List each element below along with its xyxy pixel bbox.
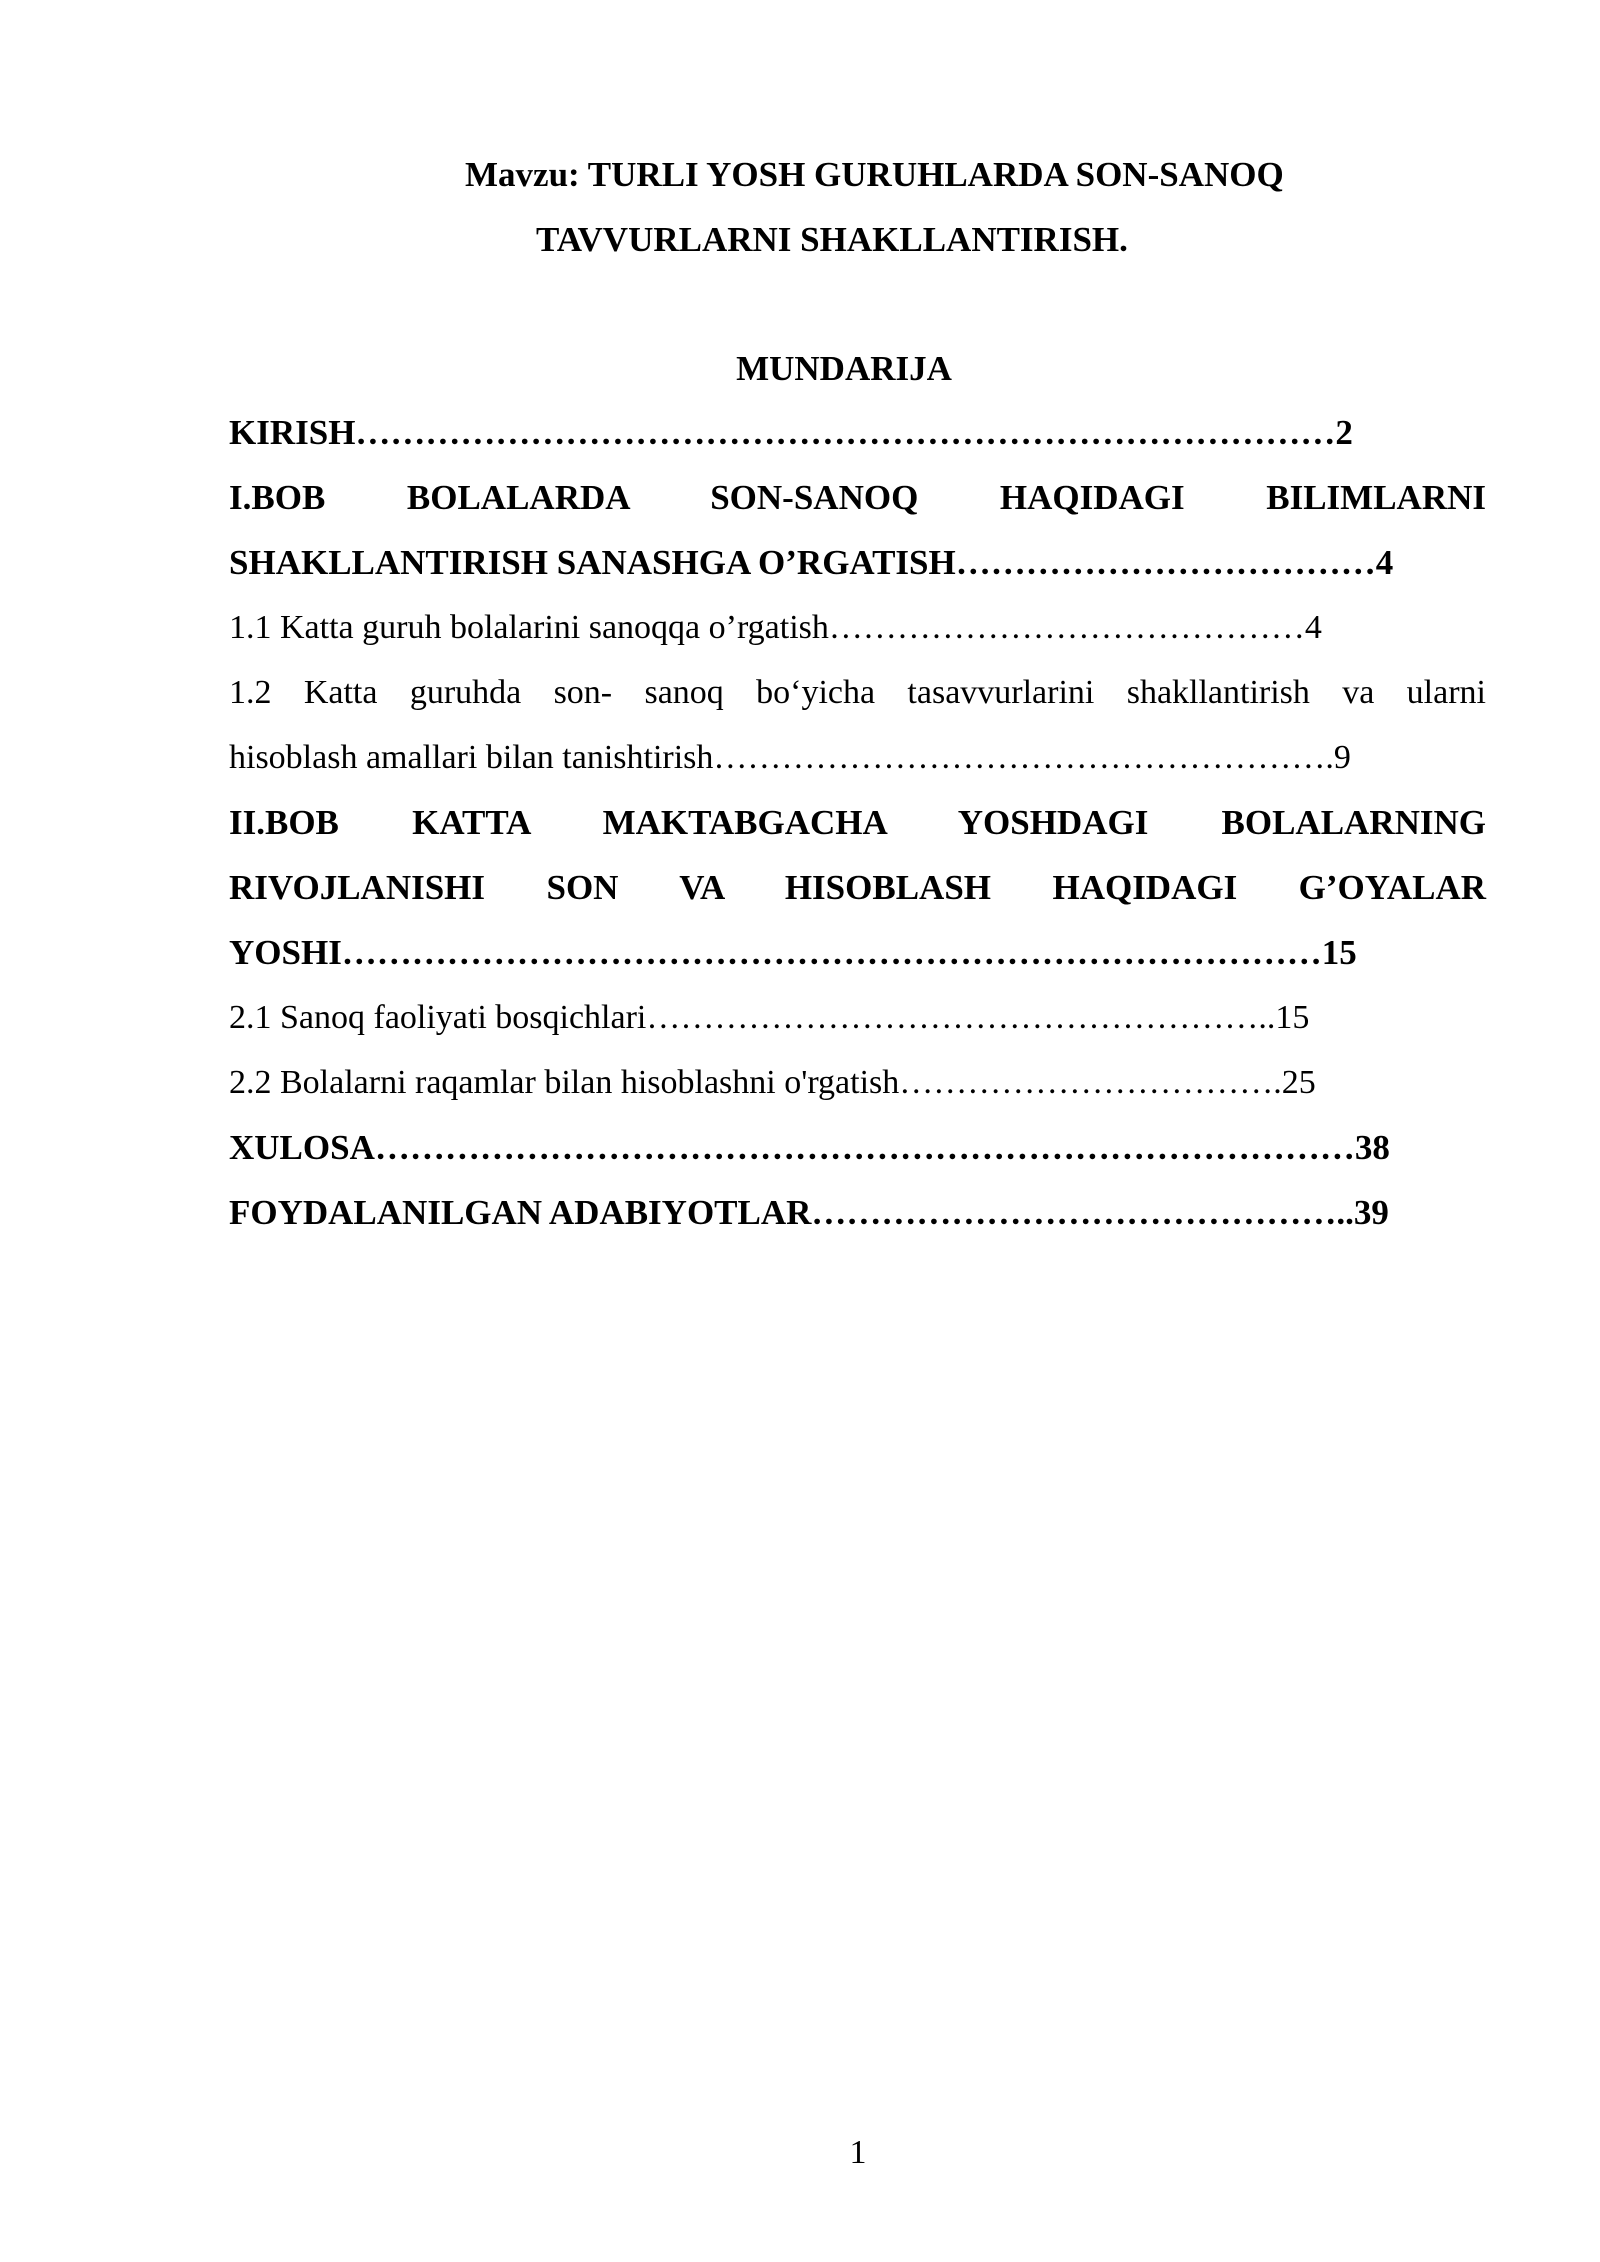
toc-entry-chapter-1-line-2: SHAKLLANTIRISH SANASHGA O’RGATISH………………………………4 (229, 543, 1394, 582)
toc-entry-chapter-2-line-3: YOSHI…………………………………………………………………………15 (229, 933, 1357, 972)
toc-entry-chapter-2-line-1: II.BOB KATTA MAKTABGACHA YOSHDAGI BOLALARNING (229, 803, 1486, 842)
toc-entry-section-1-2-line-1: 1.2 Katta guruhda son- sanoq bo‘yicha tasavvurlarini shakllantirish va ularni (229, 674, 1486, 711)
toc-entry-xulosa: XULOSA…………………………………………………………………………38 (229, 1128, 1390, 1167)
toc-entry-section-1-1: 1.1 Katta guruh bolalarini sanoqqa o’rgatish……………………………………4 (229, 609, 1322, 646)
toc-entry-references: FOYDALANILGAN ADABIYOTLAR………………………………………..39 (229, 1193, 1389, 1232)
toc-entry-section-2-2: 2.2 Bolalarni raqamlar bilan hisoblashni o'rgatish…………………………….25 (229, 1064, 1316, 1101)
document-title-line-2: TAVVURLARNI SHAKLLANTIRISH. (536, 220, 1128, 259)
toc-entry-chapter-2-line-2: RIVOJLANISHI SON VA HISOBLASH HAQIDAGI G’OYALAR (229, 868, 1486, 907)
toc-entry-kirish: KIRISH…………………………………………………………………………2 (229, 413, 1353, 452)
toc-entry-section-2-1: 2.1 Sanoq faoliyati bosqichlari………………………………………………..15 (229, 999, 1310, 1036)
toc-entry-section-1-2-line-2: hisoblash amallari bilan tanishtirish……………………………………………….9 (229, 739, 1351, 776)
page-number: 1 (849, 2134, 867, 2171)
toc-heading: MUNDARIJA (736, 349, 952, 388)
document-title-line-1: Mavzu: TURLI YOSH GURUHLARDA SON-SANOQ (465, 155, 1284, 194)
toc-entry-chapter-1-line-1: I.BOB BOLALARDA SON-SANOQ HAQIDAGI BILIMLARNI (229, 478, 1486, 517)
